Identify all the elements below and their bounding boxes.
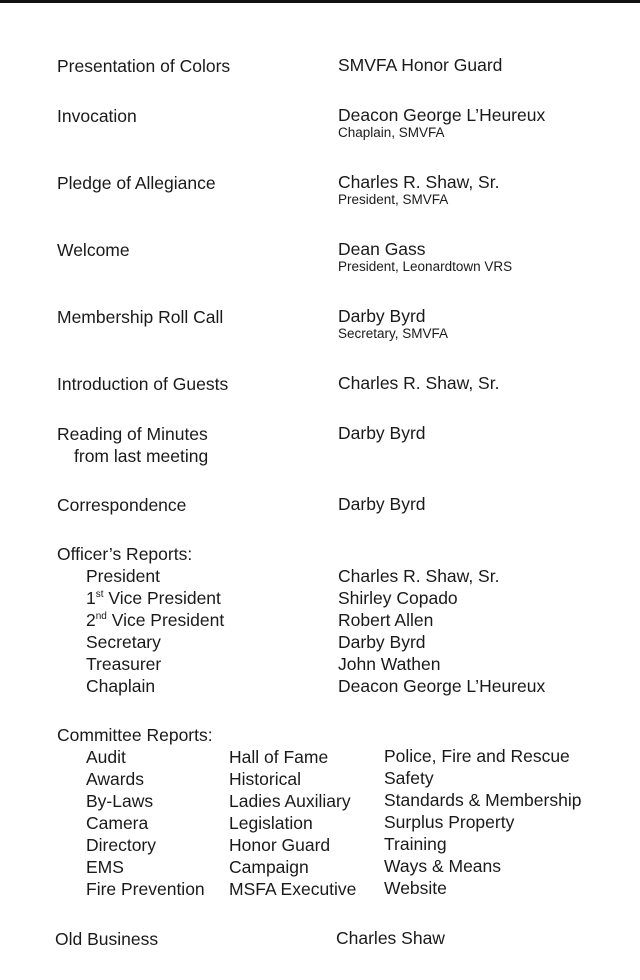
- committee-item: Website: [384, 878, 447, 898]
- officer-name: Darby Byrd: [338, 632, 426, 652]
- committee-item: Audit: [86, 747, 126, 767]
- committee-item: By-Laws: [86, 791, 154, 811]
- committee-item: Safety: [384, 768, 434, 788]
- officer-name: Charles R. Shaw, Sr.: [338, 566, 500, 586]
- office-ordinal: 1: [86, 588, 96, 608]
- office-ordinal-suffix: st: [95, 589, 104, 601]
- program-item: Pledge of Allegiance: [57, 173, 216, 193]
- program-item-continued: from last meeting: [74, 446, 209, 466]
- committee-item: MSFA Executive: [229, 879, 357, 899]
- committee-item: Fire Prevention: [86, 879, 205, 899]
- officer-office: Chaplain: [86, 676, 156, 696]
- office-rest: Vice President: [103, 588, 221, 608]
- program-name: Deacon George L’Heureux: [338, 105, 546, 125]
- officers-heading: Officer’s Reports:: [57, 544, 193, 564]
- program-item: Old Business: [55, 929, 159, 949]
- committee-item: Awards: [86, 769, 145, 789]
- committee-item: Camera: [86, 813, 149, 833]
- program-title: President, SMVFA: [338, 192, 449, 207]
- program-item: Invocation: [57, 106, 137, 126]
- program-item: Introduction of Guests: [57, 374, 229, 394]
- committee-item: Standards & Membership: [384, 790, 582, 810]
- program-title: President, Leonardtown VRS: [338, 259, 513, 274]
- program-name: Charles Shaw: [336, 928, 445, 948]
- committee-item: Ladies Auxiliary: [229, 791, 351, 811]
- office-rest: Vice President: [106, 610, 225, 630]
- officer-name: Robert Allen: [338, 610, 434, 630]
- officer-office: President: [86, 566, 160, 586]
- office-ordinal: 2: [86, 610, 96, 630]
- committee-item: Historical: [229, 769, 301, 789]
- officer-name: Shirley Copado: [338, 588, 458, 608]
- program-name: SMVFA Honor Guard: [338, 55, 503, 75]
- program-title: Secretary, SMVFA: [338, 326, 449, 341]
- committee-item: Campaign: [229, 857, 309, 877]
- officer-office: Treasurer: [86, 654, 162, 674]
- committees-heading: Committee Reports:: [57, 725, 213, 745]
- program-item: Reading of Minutes: [57, 424, 208, 444]
- top-rule: [0, 0, 640, 3]
- officer-office: [86, 588, 221, 608]
- program-name: Dean Gass: [338, 239, 426, 259]
- committee-item: Training: [384, 834, 447, 854]
- committee-item: Police, Fire and Rescue: [384, 746, 570, 766]
- program-name: Darby Byrd: [338, 423, 426, 443]
- officer-name: John Wathen: [338, 654, 441, 674]
- committee-item: EMS: [86, 857, 124, 877]
- committee-item: Legislation: [229, 813, 313, 833]
- program-item: Presentation of Colors: [57, 56, 231, 76]
- program-item: Membership Roll Call: [57, 307, 224, 327]
- office-ordinal-suffix: nd: [95, 611, 107, 623]
- program-name: Darby Byrd: [338, 494, 426, 514]
- committee-item: Hall of Fame: [229, 747, 329, 767]
- program-name: Darby Byrd: [338, 306, 426, 326]
- program-title: Chaplain, SMVFA: [338, 125, 445, 140]
- committee-item: Ways & Means: [384, 856, 502, 876]
- officer-name: Deacon George L’Heureux: [338, 676, 546, 696]
- program-item: Welcome: [57, 240, 130, 260]
- program-name: Charles R. Shaw, Sr.: [338, 373, 500, 393]
- committee-item: Honor Guard: [229, 835, 331, 855]
- committee-item: Directory: [86, 835, 157, 855]
- program-item: Correspondence: [57, 495, 187, 515]
- program-name: Charles R. Shaw, Sr.: [338, 172, 500, 192]
- committee-item: Surplus Property: [384, 812, 515, 832]
- officer-office: [86, 610, 224, 630]
- officer-office: Secretary: [86, 632, 161, 652]
